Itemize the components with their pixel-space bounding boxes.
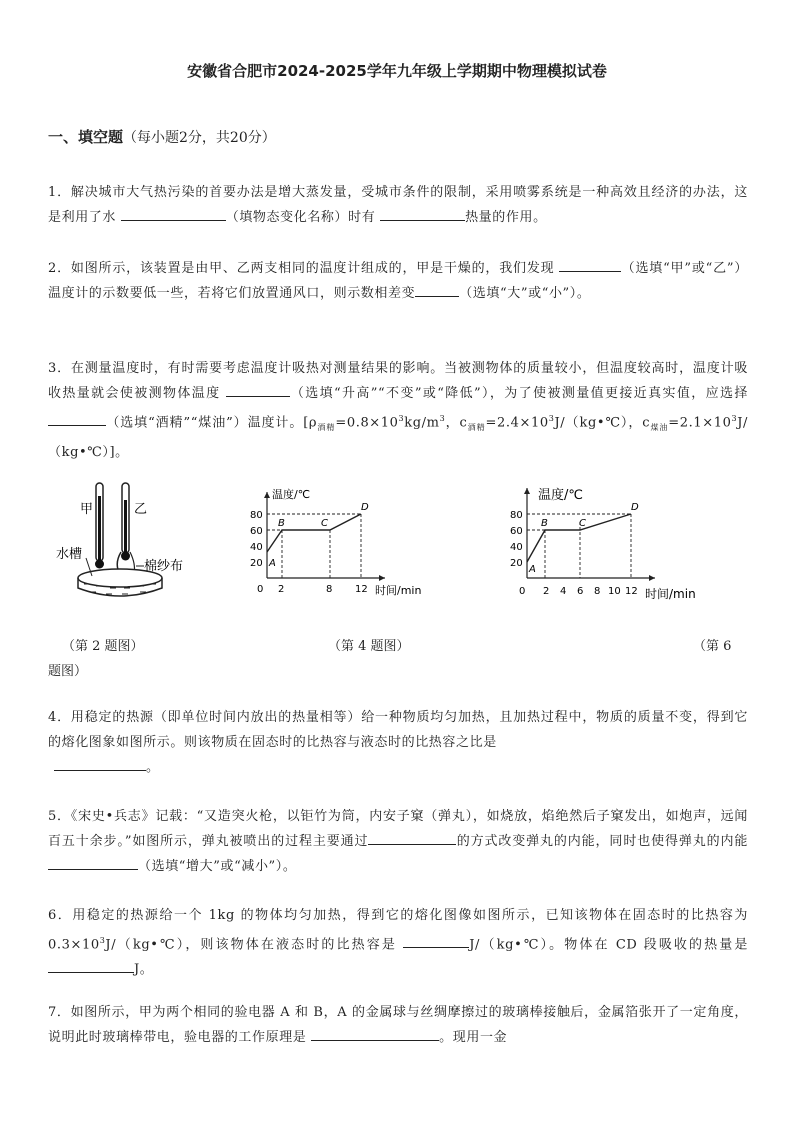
fig4-ytick-40: 40 (250, 542, 263, 553)
q3-text-i: =2.1×10 (668, 415, 732, 431)
q7-blank-1 (311, 1026, 439, 1041)
y-axis-arrow (524, 488, 530, 494)
fig6-xtick-8: 8 (594, 586, 601, 597)
figure-2-thermometers (50, 478, 200, 603)
q2-text-c: （选填“大”或“小”）。 (459, 286, 591, 301)
q3-text-c: （选填“酒精”“煤油”）温度计。[ρ (106, 415, 318, 431)
label-jia: 甲 (80, 502, 94, 517)
fig4-point-a: A (269, 558, 276, 569)
question-3 (48, 356, 748, 465)
caption-figure-6-cont: 题图） (48, 664, 88, 679)
q2-text-a: 2．如图所示，该装置是由甲、乙两支相同的温度计组成的，甲是干燥的，我们发现 (48, 261, 560, 276)
q3-sup-4: 3 (731, 414, 738, 423)
q6-text-b: J/（kg•℃），则该物体在液态时的比热容是 (105, 937, 404, 953)
q3-text-g: =2.4×10 (485, 415, 549, 431)
q6-blank-2 (48, 958, 134, 973)
fig6-point-a: A (529, 564, 536, 575)
q3-blank-2 (48, 411, 106, 426)
q1-blank-2 (380, 206, 465, 221)
section-heading (48, 126, 276, 147)
page-title: 安徽省合肥市2024-2025学年九年级上学期期中物理模拟试卷 (187, 62, 607, 80)
fig6-xlabel: 时间/min (645, 587, 696, 601)
fig6-ytick-60: 60 (510, 526, 523, 537)
fig4-ylabel: 温度/℃ (272, 488, 311, 501)
question-6 (48, 903, 748, 982)
q3-text-d: =0.8×10 (335, 415, 399, 431)
q4-blank-1 (54, 756, 146, 771)
q3-sub-1: 酒精 (317, 422, 336, 432)
q5-text-a: 5．《宋史•兵志》记载：“又造突火枪，以钜竹为筒，内安子窠（弹丸），如烧放，焰绝然后子窠发出，如炮声，远闻百五十余步。”如图所示，弹丸被喷出的过程主要通过 (48, 809, 748, 849)
fig4-point-c: C (321, 518, 328, 529)
thermometer-yi-bulb (121, 552, 130, 561)
q1-text-c: 热量的作用。 (465, 210, 547, 225)
q3-blank-1 (226, 382, 290, 397)
q3-sub-3: 煤油 (650, 422, 669, 432)
q6-text-c: J/（kg•℃）。物体在 CD 段吸收的热量是 (469, 937, 749, 953)
question-5 (48, 804, 748, 879)
caption-figure-4: （第 4 题图） (328, 639, 410, 654)
fig6-point-c: C (579, 518, 586, 529)
section-note: （每小题2分，共20分） (123, 130, 276, 146)
fig6-ytick-40: 40 (510, 542, 523, 553)
fig6-ytick-80: 80 (510, 510, 523, 521)
q4-text-b: 。 (146, 760, 160, 775)
fig4-ytick-80: 80 (250, 510, 263, 521)
fig6-origin: 0 (519, 586, 526, 597)
q5-text-c: （选填“增大”或“减小”）。 (138, 859, 297, 874)
figure-4-graph (245, 480, 430, 605)
q6-text-d: J。 (134, 962, 154, 978)
fig6-ytick-20: 20 (510, 558, 523, 569)
q3-text-b: （选填“升高”“不变”或“降低”），为了使被测量值更接近真实值，应选择 (290, 386, 748, 401)
q2-blank-2 (415, 282, 459, 297)
q5-blank-2 (48, 855, 138, 870)
q3-sup-3: 3 (548, 414, 555, 423)
fig6-ylabel: 温度/℃ (538, 488, 583, 503)
fig6-point-d: D (631, 502, 639, 513)
q7-text-a: 7．如图所示，甲为两个相同的验电器 A 和 B，A 的金属球与丝绸摩擦过的玻璃棒接触后，金属箔张开了一定角度，说明此时玻璃棒带电，验电器的工作原理是 (48, 1005, 748, 1045)
fig6-xtick-10: 10 (608, 586, 621, 597)
q3-sup-2: 3 (439, 414, 446, 423)
fig4-ytick-60: 60 (250, 526, 263, 537)
fig6-xtick-2: 2 (543, 586, 550, 597)
question-4 (48, 705, 748, 780)
q3-text-j: J/（kg•℃）]。 (48, 415, 748, 460)
x-axis-arrow (379, 575, 385, 581)
label-cloth: 棉纱布 (144, 559, 184, 574)
fig4-origin: 0 (257, 584, 264, 595)
q3-sub-2: 酒精 (467, 422, 486, 432)
q5-text-b: 的方式改变弹丸的内能，同时也使得弹丸的内能 (456, 834, 749, 849)
fig4-xlabel: 时间/min (375, 584, 422, 597)
q6-text-a: 6．用稳定的热源给一个 1kg 的物体均匀加热，得到它的熔化图像如图所示，已知该物体在固态时的比热容为 0.3×10 (48, 908, 748, 953)
q6-blank-1 (403, 933, 469, 948)
q3-text-e: kg/m (404, 415, 440, 431)
y-axis-arrow (264, 492, 270, 498)
q1-blank-1 (121, 206, 226, 221)
q5-blank-1 (368, 830, 456, 845)
label-tank: 水槽 (56, 547, 83, 562)
fig6-xtick-4: 4 (560, 586, 567, 597)
question-2 (48, 256, 748, 306)
fig6-point-b: B (541, 518, 548, 529)
q3-text-a: 3．在测量温度时，有时需要考虑温度计吸热对测量结果的影响。当被测物体的质量较小，但温度较高时，温度计吸收热量就会使被测物体温度 (48, 361, 748, 401)
label-yi: 乙 (134, 502, 148, 517)
fig4-xtick-12: 12 (355, 584, 368, 595)
caption-figure-6: （第 6 (693, 639, 732, 654)
section-title: 一、填空题 (48, 128, 124, 146)
fig6-xtick-6: 6 (577, 586, 584, 597)
q1-text-a: 1．解决城市大气热污染的首要办法是增大蒸发量，受城市条件的限制，采用喷雾系统是一种高效且经济的办法，这是利用了水 (48, 185, 748, 225)
fig4-point-d: D (361, 502, 369, 513)
figure-6-graph (505, 480, 715, 608)
question-7 (48, 1000, 748, 1050)
q2-blank-1 (559, 257, 621, 272)
caption-figure-2: （第 2 题图） (62, 639, 144, 654)
question-1 (48, 180, 748, 230)
q3-sup-1: 3 (398, 414, 405, 423)
q3-text-h: J/（kg•℃），c (554, 415, 651, 431)
fig4-xtick-8: 8 (326, 584, 333, 595)
q7-text-b: 。现用一金 (439, 1030, 508, 1045)
fig4-xtick-2: 2 (278, 584, 285, 595)
q4-text-a: 4．用稳定的热源（即单位时间内放出的热量相等）给一种物质均匀加热，且加热过程中，物质的质量不变，得到它的熔化图象如图所示。则该物质在固态时的比热容与液态时的比热容之比是 (48, 710, 748, 750)
thermometer-jia-bulb (95, 560, 104, 569)
q1-text-b: （填物态变化名称）时有 (225, 210, 381, 225)
q3-text-f: ，c (445, 415, 468, 431)
fig4-ytick-20: 20 (250, 558, 263, 569)
q2-text-b: （选填“甲”或“乙”）温度计的示数要低一些，若将它们放置通风口，则示数相差变 (48, 261, 748, 301)
x-axis-arrow (649, 575, 655, 581)
q6-sup-1: 3 (99, 936, 106, 945)
fig4-point-b: B (278, 518, 285, 529)
fig6-xtick-12: 12 (625, 586, 638, 597)
